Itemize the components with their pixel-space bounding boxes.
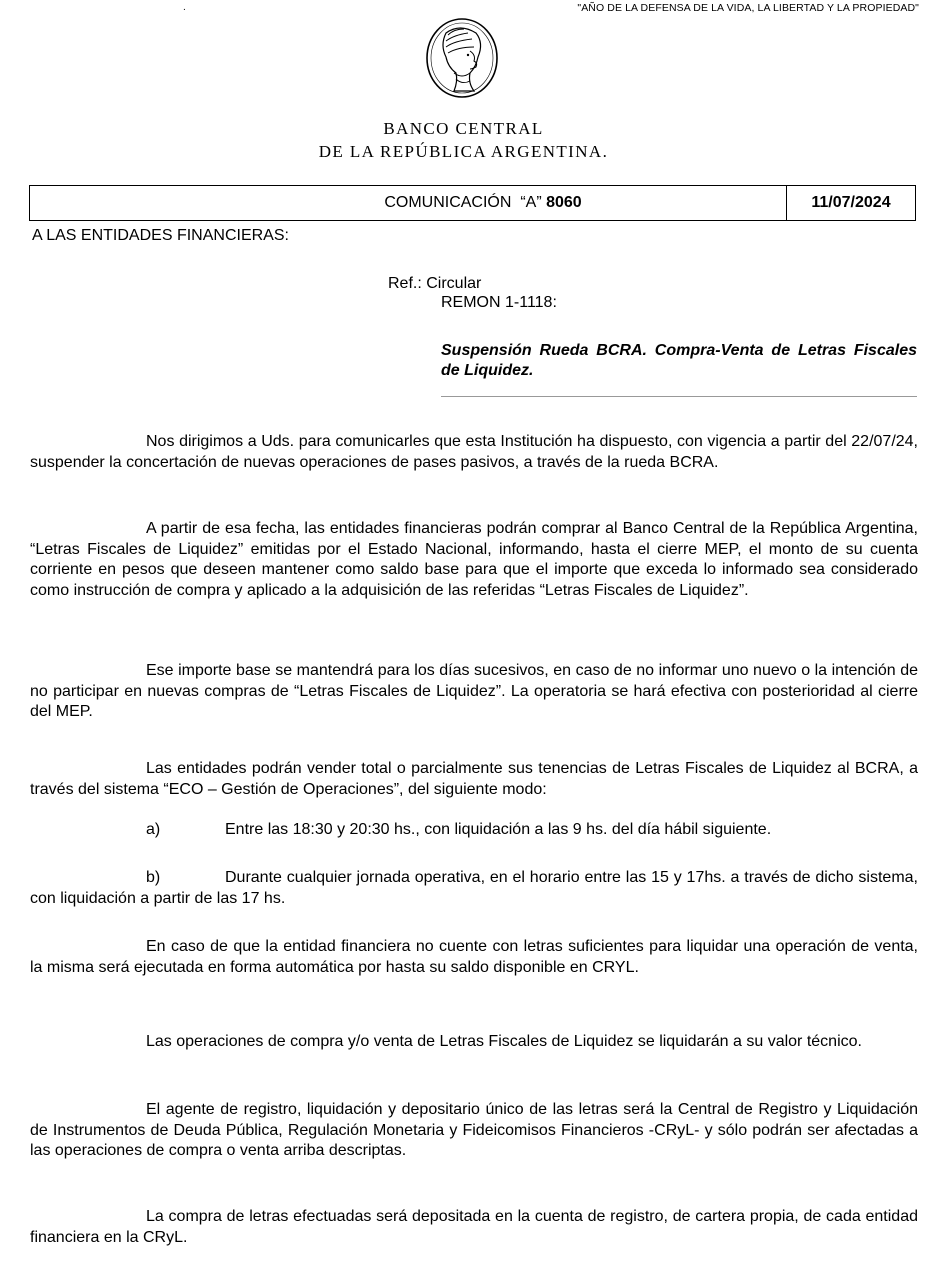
communication-box bbox=[29, 185, 916, 221]
paragraph-4: Las entidades podrán vender total o parcialmente sus tenencias de Letras Fiscales de Liquidez al BCRA, a través del sistema “ECO – Gestión de Operaciones”, del siguiente modo: bbox=[30, 760, 918, 798]
reference-label: Ref.: bbox=[388, 275, 427, 292]
list-item-b bbox=[30, 868, 918, 909]
header-dot: . bbox=[183, 2, 186, 13]
subject-underline bbox=[441, 396, 917, 397]
paragraph-7: El agente de registro, liquidación y depositario único de las letras será la Central de Registro y Liquidación de Instrumentos de Deuda Pública, Regulación Monetaria y Fideicomisos Financieros -CRyL- y sólo podrán ser afectadas a las operaciones de compra o venta arriba descriptas. bbox=[30, 1101, 918, 1159]
reference-line1: Circular bbox=[426, 275, 482, 292]
paragraph-6: Las operaciones de compra y/o venta de Letras Fiscales de Liquidez se liquidarán a su valor técnico. bbox=[146, 1033, 862, 1050]
liberty-head-logo bbox=[424, 17, 500, 99]
addressee: A LAS ENTIDADES FINANCIERAS: bbox=[32, 227, 289, 244]
reference-line2: REMON 1-1118: bbox=[441, 294, 557, 311]
communication-date: 11/07/2024 bbox=[786, 186, 915, 220]
reference-header bbox=[388, 274, 481, 294]
list-item-a-text: Entre las 18:30 y 20:30 hs., con liquidación a las 9 hs. del día hábil siguiente. bbox=[225, 821, 772, 838]
list-item-b-text: Durante cualquier jornada operativa, en el horario entre las 15 y 17hs. a través de dicho sistema, con liquidación a partir de las 17 hs. bbox=[30, 869, 918, 907]
communication-label: COMUNICACIÓN “A” bbox=[384, 194, 547, 211]
paragraph-5: En caso de que la entidad financiera no cuente con letras suficientes para liquidar una operación de venta, la misma será ejecutada en forma automática por hasta su saldo disponible en CRYL. bbox=[30, 938, 918, 976]
communication-number: 8060 bbox=[546, 194, 582, 211]
reference-subject: Suspensión Rueda BCRA. Compra-Venta de Letras Fiscales de Liquidez. bbox=[441, 342, 917, 379]
year-motto: "AÑO DE LA DEFENSA DE LA VIDA, LA LIBERTAD Y LA PROPIEDAD" bbox=[577, 2, 919, 14]
communication-title bbox=[30, 186, 786, 220]
list-item-a bbox=[30, 820, 918, 841]
list-item-b-label: b) bbox=[146, 869, 161, 886]
list-item-a-label: a) bbox=[146, 821, 161, 838]
paragraph-2: A partir de esa fecha, las entidades financieras podrán comprar al Banco Central de la República Argentina, “Letras Fiscales de Liquidez” emitidas por el Estado Nacional, informando, hasta el cierre MEP, el monto de su cuenta corriente en pesos que deseen mantener como saldo base para que el importe que exceda lo informado sea considerado como instrucción de compra y aplicado a la adquisición de las referidas “Letras Fiscales de Liquidez”. bbox=[30, 520, 918, 599]
paragraph-3: Ese importe base se mantendrá para los días sucesivos, en caso de no informar uno nuevo o la intención de no participar en nuevas compras de “Letras Fiscales de Liquidez”. La operatoria se hará efectiva con posterioridad al cierre del MEP. bbox=[30, 662, 918, 720]
paragraph-8: La compra de letras efectuadas será depositada en la cuenta de registro, de cartera propia, de cada entidad financiera en la CRyL. bbox=[30, 1208, 918, 1246]
bank-name-line2: DE LA REPÚBLICA ARGENTINA. bbox=[318, 142, 609, 161]
paragraph-1: Nos dirigimos a Uds. para comunicarles que esta Institución ha dispuesto, con vigencia a partir del 22/07/24, suspender la concertación de nuevas operaciones de pases pasivos, a través de la rueda BCRA. bbox=[30, 433, 918, 471]
bank-name-line1: BANCO CENTRAL bbox=[383, 119, 544, 138]
